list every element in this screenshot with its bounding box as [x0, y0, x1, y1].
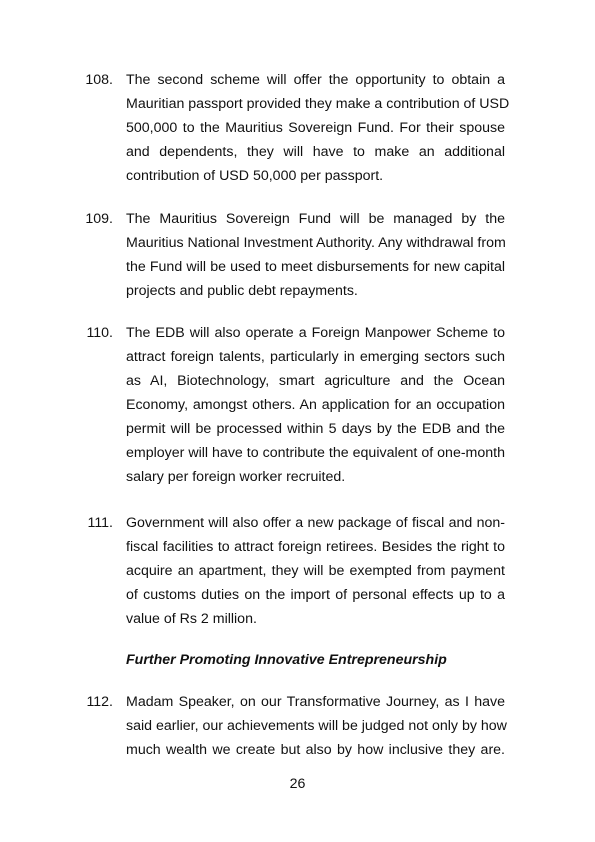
text-line: Madam Speaker, on our Transformative Journey, as I have — [126, 694, 505, 710]
text-line: acquire an apartment, they will be exempted from payment — [126, 563, 505, 579]
text-line: the Fund will be used to meet disbursements for new capital — [126, 259, 505, 275]
text-line: said earlier, our achievements will be judged not only by how — [126, 718, 507, 734]
paragraph-text — [126, 321, 505, 489]
text-line: The Mauritius Sovereign Fund will be managed by the — [126, 211, 505, 227]
text-line: employer will have to contribute the equivalent of one-month — [126, 445, 505, 461]
text-line: Mauritius National Investment Authority. Any withdrawal from — [126, 235, 506, 251]
text-line: and dependents, they will have to make an additional — [126, 144, 505, 160]
paragraph-number: 109. — [85, 211, 113, 227]
page-number: 26 — [289, 776, 306, 792]
text-line: Economy, amongst others. An application for an occupation — [126, 397, 505, 413]
text-line: contribution of USD 50,000 per passport. — [126, 168, 384, 184]
paragraph-text — [126, 690, 505, 762]
paragraph-number: 111. — [87, 515, 113, 531]
paragraph-number: 108. — [85, 72, 113, 88]
text-line: Government will also offer a new package of fiscal and non- — [126, 515, 505, 531]
text-line: 500,000 to the Mauritius Sovereign Fund. For their spouse — [126, 120, 505, 136]
text-line: The EDB will also operate a Foreign Manpower Scheme to — [126, 325, 505, 341]
paragraph-text — [126, 511, 505, 631]
text-line: salary per foreign worker recruited. — [126, 469, 346, 485]
section-heading: Further Promoting Innovative Entrepreneurship — [126, 652, 447, 668]
text-line: The second scheme will offer the opportunity to obtain a — [126, 72, 505, 88]
paragraph-number: 112. — [86, 694, 113, 710]
paragraph-number: 110. — [86, 325, 113, 341]
text-line: permit will be processed within 5 days by the EDB and the — [126, 421, 505, 437]
text-line: as AI, Biotechnology, smart agriculture and the Ocean — [126, 373, 505, 389]
text-line: fiscal facilities to attract foreign retirees. Besides the right to — [126, 539, 505, 555]
text-line: much wealth we create but also by how inclusive they are. — [126, 742, 505, 758]
text-line: projects and public debt repayments. — [126, 283, 358, 299]
paragraph-text — [126, 68, 510, 188]
text-line: of customs duties on the import of personal effects up to a — [126, 587, 505, 603]
text-line: attract foreign talents, particularly in emerging sectors such — [126, 349, 505, 365]
text-line: Mauritian passport provided they make a contribution of USD — [126, 96, 510, 112]
text-line: value of Rs 2 million. — [126, 611, 257, 627]
paragraph-text — [126, 207, 505, 303]
